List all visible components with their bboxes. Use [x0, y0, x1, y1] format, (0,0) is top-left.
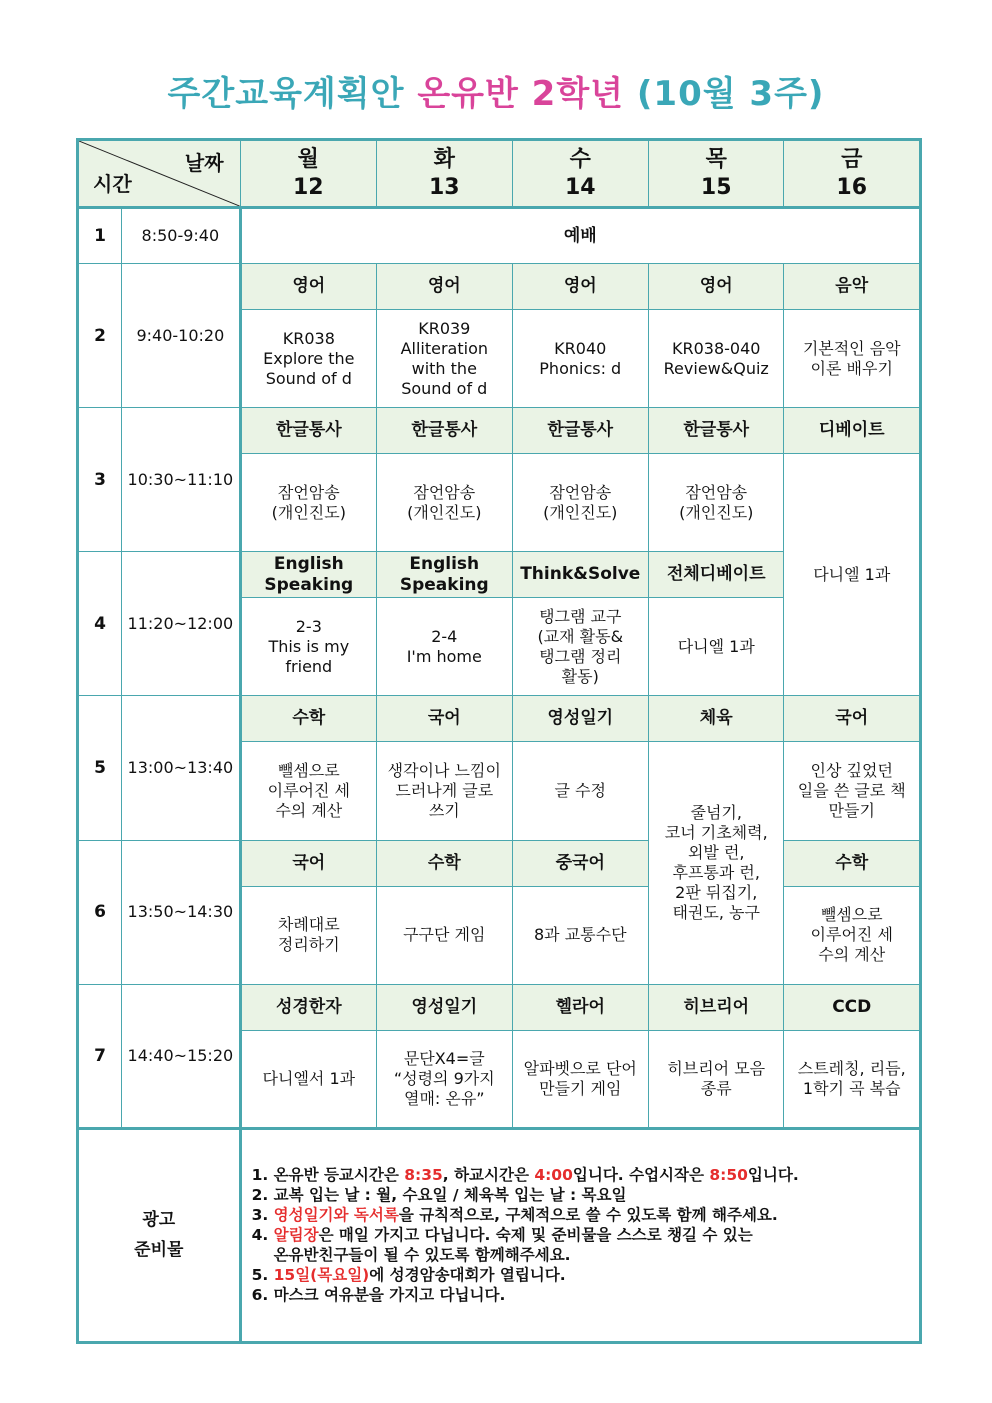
period-row-1	[78, 208, 921, 264]
subject-cell: 영어	[377, 264, 512, 310]
content-cell: 잠언암송 (개인진도)	[649, 454, 784, 552]
subject-cell: 전체디베이트	[649, 552, 784, 598]
period-row-2-subjects	[78, 264, 921, 310]
content-cell: 다니엘서 1과	[240, 1030, 376, 1128]
subject-cell: 중국어	[512, 840, 648, 886]
period-time: 9:40-10:20	[122, 264, 240, 408]
content-cell: 구구단 게임	[377, 886, 512, 984]
note-item-1	[252, 1165, 909, 1185]
day-date: 13	[428, 174, 460, 200]
content-cell: 스트레칭, 리듬, 1학기 곡 복습	[784, 1030, 921, 1128]
notes-label: 광고 준비물	[78, 1128, 241, 1342]
day-header-tue	[377, 140, 512, 208]
period-time: 10:30~11:10	[122, 408, 240, 552]
content-cell: 문단X4=글 “성령의 9가지 열매: 온유”	[377, 1030, 512, 1128]
note-text: 1. 온유반 등교시간은	[251, 1166, 405, 1185]
period-row-7-subjects	[78, 984, 921, 1030]
day-name: 수	[569, 146, 591, 172]
subject-cell: 히브리어	[649, 984, 784, 1030]
period-number: 6	[78, 840, 122, 984]
subject-cell: 영어	[649, 264, 784, 310]
note-item-4-cont: 온유반친구들이 될 수 있도록 함께해주세요.	[273, 1246, 571, 1265]
subject-cell: 한글통사	[240, 408, 376, 454]
note-item-6: 6. 마스크 여유분을 가지고 다닙니다.	[251, 1286, 506, 1305]
content-cell: 2-4 I'm home	[377, 598, 512, 696]
period-number: 4	[78, 552, 122, 696]
note-item-5	[252, 1265, 909, 1285]
subject-cell: 영어	[240, 264, 376, 310]
page-title	[0, 66, 992, 115]
period-number: 1	[78, 208, 122, 264]
notes-content	[240, 1128, 920, 1342]
content-cell: KR040 Phonics: d	[512, 310, 648, 408]
subject-cell: 수학	[784, 840, 921, 886]
header-row	[78, 140, 921, 208]
note-highlight: 15일(목요일)	[273, 1266, 370, 1285]
note-text: 을 규칙적으로, 구체적으로 쓸 수 있도록 함께 해주세요.	[398, 1206, 778, 1225]
content-cell: 차례대로 정리하기	[240, 886, 376, 984]
subject-cell: English Speaking	[240, 552, 376, 598]
subject-cell: 체육	[649, 696, 784, 742]
period-time: 8:50-9:40	[122, 208, 240, 264]
note-text: 5.	[251, 1266, 274, 1285]
note-text: 은 매일 가지고 다닙니다. 숙제 및 준비물을 스스로 챙길 수 있는	[318, 1226, 753, 1245]
day-name: 금	[841, 146, 863, 172]
content-cell: 잠언암송 (개인진도)	[240, 454, 376, 552]
note-text: , 하교시간은	[442, 1166, 535, 1185]
note-highlight: 알림장	[273, 1226, 319, 1245]
subject-cell: Think&Solve	[512, 552, 648, 598]
period-time: 14:40~15:20	[122, 984, 240, 1128]
content-cell: 뺄셈으로 이루어진 세 수의 계산	[784, 886, 921, 984]
title-week: (10월 3주)	[636, 74, 825, 114]
subject-cell: 한글통사	[512, 408, 648, 454]
period-number: 3	[78, 408, 122, 552]
content-cell: 잠언암송 (개인진도)	[512, 454, 648, 552]
content-cell: 기본적인 음악 이론 배우기	[784, 310, 921, 408]
note-item-3	[252, 1205, 909, 1225]
notes-row	[78, 1128, 921, 1342]
note-text: 입니다. 수업시작은	[572, 1166, 710, 1185]
title-part1: 주간교육계획안	[167, 74, 405, 114]
note-text: 입니다.	[747, 1166, 799, 1185]
content-cell: 인상 깊었던 일을 쓴 글로 책 만들기	[784, 742, 921, 840]
content-cell: 글 수정	[512, 742, 648, 840]
day-name: 목	[705, 146, 727, 172]
subject-cell: 영어	[512, 264, 648, 310]
subject-cell: 디베이트	[784, 408, 921, 454]
subject-cell: 성경한자	[240, 984, 376, 1030]
content-cell: 뺄셈으로 이루어진 세 수의 계산	[240, 742, 376, 840]
day-header-thu	[649, 140, 784, 208]
day-date: 15	[700, 174, 732, 200]
corner-time-label: 시간	[93, 172, 132, 197]
note-highlight: 4:00	[534, 1166, 573, 1185]
content-cell: 히브리어 모음 종류	[649, 1030, 784, 1128]
content-cell: KR038-040 Review&Quiz	[649, 310, 784, 408]
period-number: 5	[78, 696, 122, 840]
title-class: 온유반 2학년	[417, 74, 625, 114]
content-cell-pe-merged: 줄넘기, 코너 기초체력, 외발 런, 후프통과 런, 2판 뒤집기, 태권도, 농구	[649, 742, 784, 984]
day-header-wed	[512, 140, 648, 208]
subject-cell: 영성일기	[377, 984, 512, 1030]
day-date: 12	[292, 174, 324, 200]
period-time: 13:00~13:40	[122, 696, 240, 840]
subject-cell: 한글통사	[377, 408, 512, 454]
period-number: 7	[78, 984, 122, 1128]
subject-cell: CCD	[784, 984, 921, 1030]
note-text: 4.	[251, 1226, 274, 1245]
period-time: 11:20~12:00	[122, 552, 240, 696]
note-item-2: 2. 교복 입는 날 : 월, 수요일 / 체육복 입는 날 : 목요일	[251, 1186, 627, 1205]
period-row-3-subjects	[78, 408, 921, 454]
subject-cell: 한글통사	[649, 408, 784, 454]
day-date: 14	[564, 174, 596, 200]
subject-cell: 국어	[377, 696, 512, 742]
note-highlight: 영성일기와 독서록	[273, 1206, 399, 1225]
day-name: 월	[297, 146, 319, 172]
content-cell: 탱그램 교구 (교재 활동& 탱그램 정리 활동)	[512, 598, 648, 696]
subject-cell: English Speaking	[377, 552, 512, 598]
day-header-mon	[240, 140, 376, 208]
subject-cell: 국어	[240, 840, 376, 886]
worship-cell: 예배	[240, 208, 920, 264]
content-cell: 잠언암송 (개인진도)	[377, 454, 512, 552]
note-highlight: 8:35	[404, 1166, 443, 1185]
subject-cell: 국어	[784, 696, 921, 742]
note-text: 3.	[251, 1206, 274, 1225]
period-time: 13:50~14:30	[122, 840, 240, 984]
subject-cell: 음악	[784, 264, 921, 310]
content-cell: KR039 Alliteration with the Sound of d	[377, 310, 512, 408]
period-row-6-subjects	[78, 840, 921, 886]
content-cell-debate-merged: 다니엘 1과	[784, 454, 921, 696]
weekly-schedule-table	[76, 138, 922, 1344]
note-text: 에 성경암송대회가 열립니다.	[369, 1266, 566, 1285]
content-cell: 생각이나 느낌이 드러나게 글로 쓰기	[377, 742, 512, 840]
subject-cell: 수학	[377, 840, 512, 886]
note-item-4	[252, 1225, 909, 1245]
content-cell: 2-3 This is my friend	[240, 598, 376, 696]
subject-cell: 수학	[240, 696, 376, 742]
note-highlight: 8:50	[709, 1166, 748, 1185]
day-name: 화	[433, 146, 455, 172]
subject-cell: 영성일기	[512, 696, 648, 742]
period-number: 2	[78, 264, 122, 408]
day-date: 16	[836, 174, 868, 200]
content-cell: 알파벳으로 단어 만들기 게임	[512, 1030, 648, 1128]
notes-list	[252, 1165, 909, 1305]
subject-cell: 헬라어	[512, 984, 648, 1030]
content-cell: 8과 교통수단	[512, 886, 648, 984]
header-corner	[78, 140, 241, 208]
day-header-fri	[784, 140, 921, 208]
corner-date-label: 날짜	[184, 151, 224, 175]
content-cell: 다니엘 1과	[649, 598, 784, 696]
content-cell: KR038 Explore the Sound of d	[240, 310, 376, 408]
period-row-5-subjects	[78, 696, 921, 742]
